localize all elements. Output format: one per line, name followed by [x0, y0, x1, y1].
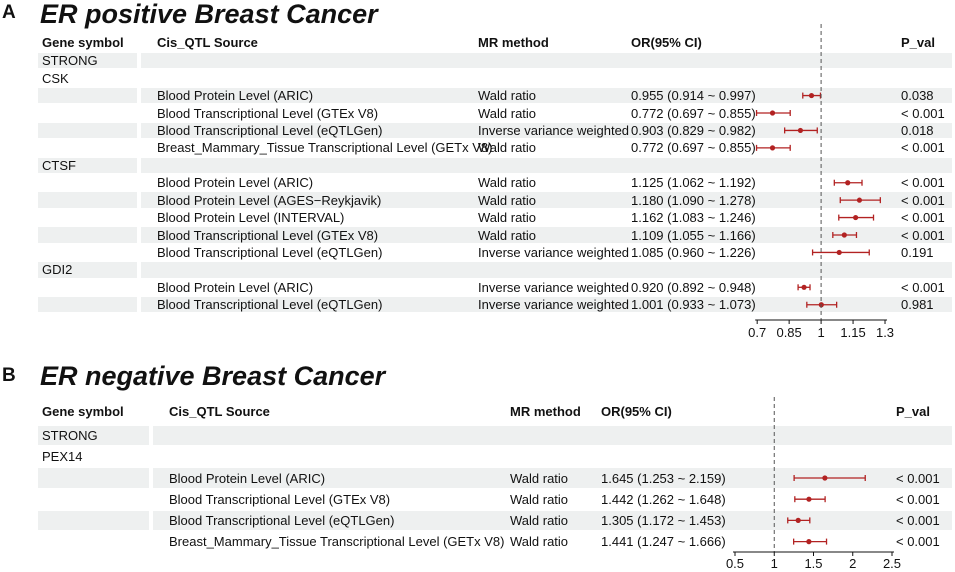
- panel-a-or-cell: 1.125 (1.062 ~ 1.192): [631, 175, 756, 191]
- panel-a-letter: A: [2, 2, 16, 23]
- panel-b-gene-label: STRONG: [42, 428, 98, 444]
- panel-a-pval-cell: < 0.001: [901, 105, 945, 121]
- panel-a-pval-cell: < 0.001: [901, 210, 945, 226]
- panel-a-source-cell: Blood Transcriptional Level (eQTLGen): [157, 244, 383, 260]
- panel-a-x-tick-label: 0.85: [776, 325, 802, 340]
- panel-a-header-method: MR method: [478, 35, 549, 50]
- panel-b-header-gene: Gene symbol: [42, 404, 124, 419]
- panel-a-or-cell: 1.001 (0.933 ~ 1.073): [631, 297, 756, 313]
- panel-a-pval-cell: < 0.001: [901, 192, 945, 208]
- panel-a-source-cell: Blood Protein Level (ARIC): [157, 175, 314, 191]
- panel-a-point-estimate: [857, 198, 862, 203]
- panel-a-or-cell: 1.085 (0.960 ~ 1.226): [631, 244, 756, 260]
- panel-a-title: ER positive Breast Cancer: [40, 0, 378, 29]
- panel-a-source-cell: Blood Protein Level (INTERVAL): [157, 210, 345, 226]
- panel-b-method-cell: Wald ratio: [510, 491, 569, 507]
- panel-b-point-estimate: [806, 539, 811, 544]
- panel-b-point-estimate: [822, 475, 827, 480]
- panel-b-header-source: Cis_QTL Source: [169, 404, 270, 419]
- panel-a-point-estimate: [853, 215, 858, 220]
- panel-a-point-estimate: [837, 250, 842, 255]
- panel-b-or-cell: 1.442 (1.262 ~ 1.648): [601, 491, 726, 507]
- panel-a-gene-label: CSK: [42, 70, 69, 86]
- panel-a-x-tick-label: 1.15: [840, 325, 866, 340]
- panel-a-or-cell: 0.903 (0.829 ~ 0.982): [631, 122, 756, 138]
- panel-a-or-cell: 0.772 (0.697 ~ 0.855): [631, 105, 756, 121]
- panel-b-title: ER negative Breast Cancer: [40, 361, 386, 391]
- panel-a-method-cell: Wald ratio: [478, 227, 537, 243]
- panel-b-method-cell: Wald ratio: [510, 512, 569, 528]
- panel-a-or-cell: 1.180 (1.090 ~ 1.278): [631, 192, 756, 208]
- panel-a-point-estimate: [770, 110, 775, 115]
- panel-b-or-cell: 1.305 (1.172 ~ 1.453): [601, 512, 726, 528]
- panel-a-pval-cell: < 0.001: [901, 140, 945, 156]
- panel-b-point-estimate: [796, 518, 801, 523]
- panel-b-pval-cell: < 0.001: [896, 534, 940, 550]
- panel-a-gene-label: CTSF: [42, 157, 76, 173]
- panel-b-source-cell: Blood Transcriptional Level (eQTLGen): [169, 512, 395, 528]
- panel-a-method-cell: Wald ratio: [478, 210, 537, 226]
- panel-a-pval-cell: 0.191: [901, 244, 934, 260]
- panel-b-source-cell: Blood Transcriptional Level (GTEx V8): [169, 491, 391, 507]
- panel-a-x-tick-label: 1: [817, 325, 825, 340]
- panel-a-method-cell: Wald ratio: [478, 192, 537, 208]
- panel-a-method-cell: Inverse variance weighted: [478, 122, 630, 138]
- panel-a-gene-label: STRONG: [42, 53, 98, 69]
- panel-a-source-cell: Blood Transcriptional Level (eQTLGen): [157, 122, 383, 138]
- panel-b-x-tick-label: 2: [849, 556, 857, 571]
- panel-a-source-cell: Blood Protein Level (AGES−Reykjavik): [157, 192, 382, 208]
- panel-a-method-cell: Inverse variance weighted: [478, 279, 630, 295]
- panel-a-method-cell: Inverse variance weighted: [478, 297, 630, 313]
- panel-a-source-cell: Breast_Mammary_Tissue Transcriptional Level (GETx V8): [157, 140, 493, 156]
- panel-a-pval-cell: < 0.001: [901, 279, 945, 295]
- panel-a-source-cell: Blood Transcriptional Level (GTEx V8): [157, 227, 379, 243]
- panel-a-source-cell: Blood Transcriptional Level (GTEx V8): [157, 105, 379, 121]
- panel-b-gene-label: PEX14: [42, 449, 83, 465]
- panel-a-method-cell: Inverse variance weighted: [478, 244, 630, 260]
- panel-a-gene-label: GDI2: [42, 262, 73, 278]
- panel-b-source-cell: Blood Protein Level (ARIC): [169, 470, 326, 486]
- panel-b-x-tick-label: 1: [770, 556, 778, 571]
- panel-a-x-tick-label: 1.3: [875, 325, 895, 340]
- panel-b-pval-cell: < 0.001: [896, 491, 940, 507]
- panel-a-header-gene: Gene symbol: [42, 35, 124, 50]
- panel-a-point-estimate: [845, 180, 850, 185]
- panel-a-pval-cell: 0.981: [901, 297, 934, 313]
- panel-a-point-estimate: [809, 93, 814, 98]
- panel-b-header-or: OR(95% CI): [601, 404, 672, 419]
- panel-a-method-cell: Wald ratio: [478, 88, 537, 104]
- panel-b-x-tick-label: 0.5: [725, 556, 745, 571]
- panel-a-method-cell: Wald ratio: [478, 175, 537, 191]
- panel-b-x-tick-label: 1.5: [804, 556, 823, 571]
- panel-a-method-cell: Wald ratio: [478, 105, 537, 121]
- panel-a-point-estimate: [798, 128, 803, 133]
- panel-b-pval-cell: < 0.001: [896, 512, 940, 528]
- panel-a-point-estimate: [770, 145, 775, 150]
- panel-b-header-pval: P_val: [896, 404, 930, 419]
- panel-a-pval-cell: 0.018: [901, 122, 934, 138]
- panel-a-source-cell: Blood Protein Level (ARIC): [157, 279, 314, 295]
- panel-a-or-cell: 0.772 (0.697 ~ 0.855): [631, 140, 756, 156]
- panel-a-pval-cell: < 0.001: [901, 175, 945, 191]
- panel-b-header-method: MR method: [510, 404, 581, 419]
- panel-a-header-source: Cis_QTL Source: [157, 35, 258, 50]
- panel-b-x-tick-label: 2.5: [882, 556, 902, 571]
- panel-a-x-tick-label: 0.7: [748, 325, 767, 340]
- panel-a-point-estimate: [842, 232, 847, 237]
- panel-a-or-cell: 0.955 (0.914 ~ 0.997): [631, 88, 756, 104]
- panel-a-or-cell: 1.162 (1.083 ~ 1.246): [631, 210, 756, 226]
- panel-a-header-pval: P_val: [901, 35, 935, 50]
- panel-a-pval-cell: < 0.001: [901, 227, 945, 243]
- panel-a-pval-cell: 0.038: [901, 88, 934, 104]
- panel-b-or-cell: 1.441 (1.247 ~ 1.666): [601, 534, 726, 550]
- panel-b-or-cell: 1.645 (1.253 ~ 2.159): [601, 470, 726, 486]
- panel-b-source-cell: Breast_Mammary_Tissue Transcriptional Level (GETx V8): [169, 534, 505, 550]
- panel-a-method-cell: Wald ratio: [478, 140, 537, 156]
- panel-b-method-cell: Wald ratio: [510, 470, 569, 486]
- panel-a-source-cell: Blood Protein Level (ARIC): [157, 88, 314, 104]
- panel-b-pval-cell: < 0.001: [896, 470, 940, 486]
- panel-b-letter: B: [2, 365, 16, 386]
- panel-b-method-cell: Wald ratio: [510, 534, 569, 550]
- panel-a-or-cell: 0.920 (0.892 ~ 0.948): [631, 279, 756, 295]
- panel-a-or-cell: 1.109 (1.055 ~ 1.166): [631, 227, 756, 243]
- panel-a-header-or: OR(95% CI): [631, 35, 702, 50]
- panel-a-point-estimate: [801, 285, 806, 290]
- panel-a-source-cell: Blood Transcriptional Level (eQTLGen): [157, 297, 383, 313]
- panel-b-point-estimate: [806, 497, 811, 502]
